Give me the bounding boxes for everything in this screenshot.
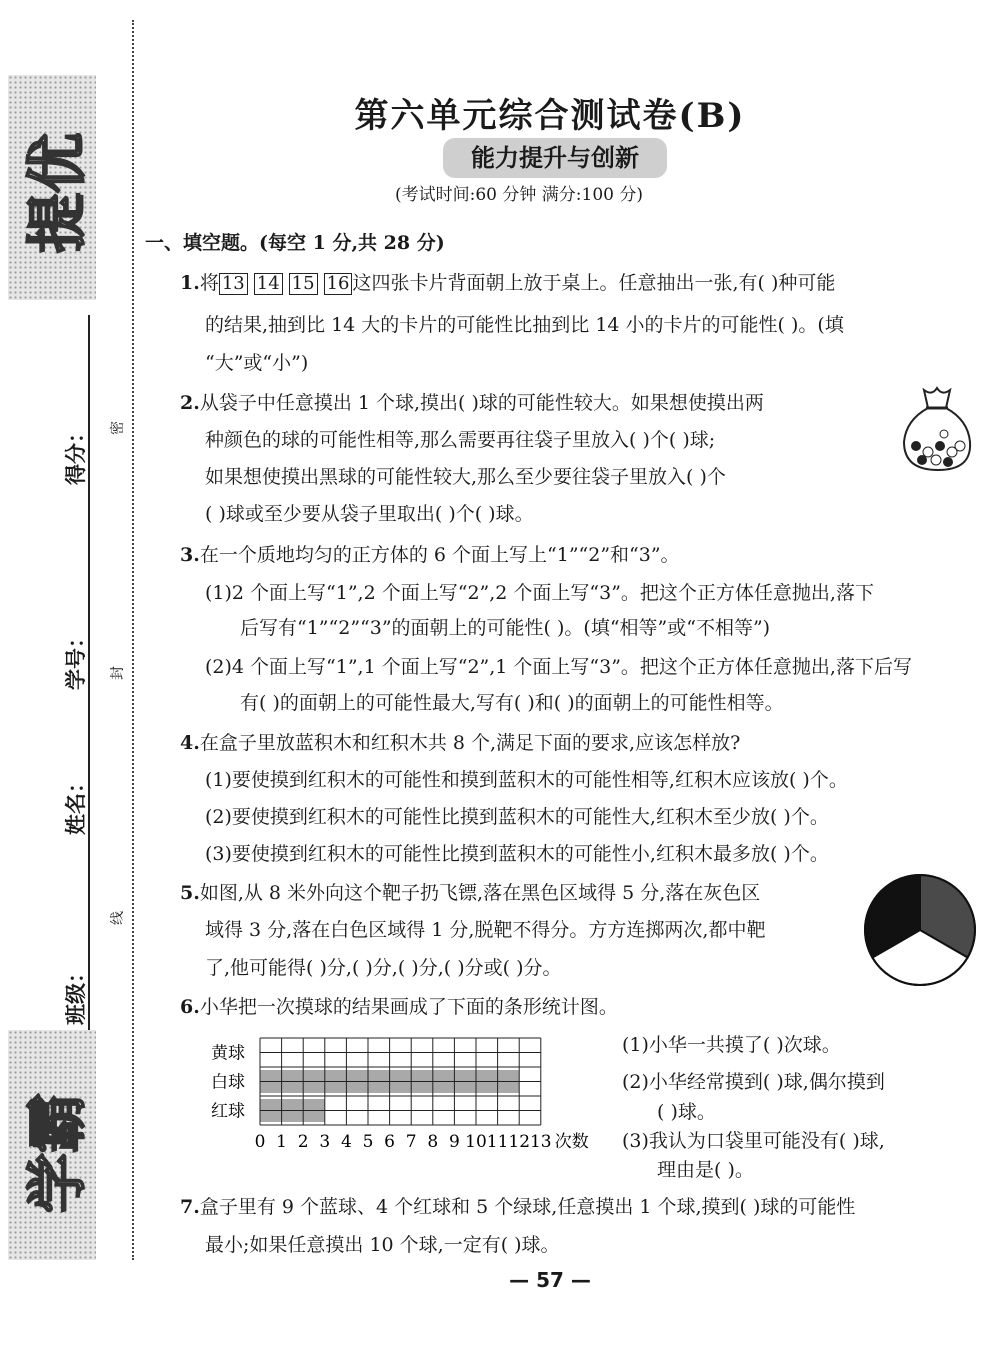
q5-line2: 域得 3 分,落在白色区域得 1 分,脱靶不得分。方方连掷两次,都中靶 [205, 919, 766, 941]
q1-line2: 的结果,抽到比 14 大的卡片的可能性比抽到比 14 小的卡片的可能性( )。(填 [205, 314, 844, 336]
seal-char-mi: 密 [110, 421, 126, 435]
bottom-banner-text: 学霸 [23, 1093, 93, 1213]
section-heading: 一、填空题。(每空 1 分,共 28 分) [145, 232, 445, 254]
q4-line1-text: 在盒子里放蓝积木和红积木共 8 个,满足下面的要求,应该怎样放? [199, 732, 741, 754]
q3-sub2a: (2)4 个面上写“1”,1 个面上写“2”,1 个面上写“3”。把这个正方体任意抛出,落下后写 [205, 656, 912, 678]
q6-line1 [180, 992, 618, 1019]
x-tick-7: 7 [405, 1132, 417, 1152]
score-label: 得分： [64, 422, 88, 485]
q2-line1 [180, 388, 764, 415]
q4-sub3: (3)要使摸到红积木的可能性比摸到蓝积木的可能性小,红积木最多放( )个。 [205, 843, 829, 865]
x-tick-12: 12 [508, 1132, 531, 1152]
q6-number: 6. [180, 996, 200, 1018]
q2-line3: 如果想使摸出黑球的可能性较大,那么至少要往袋子里放入( )个 [205, 466, 726, 488]
q3-line1-text: 在一个质地均匀的正方体的 6 个面上写上“1”“2”和“3”。 [199, 544, 680, 566]
class-label: 班级： [64, 962, 88, 1025]
q5-number: 5. [180, 882, 200, 904]
x-tick-2: 2 [297, 1132, 309, 1152]
q3-number: 3. [180, 544, 200, 566]
page-subtitle: 能力提升与创新 [443, 138, 667, 178]
x-tick-8: 8 [427, 1132, 439, 1152]
card-13: 13 [219, 273, 248, 295]
x-tick-1: 1 [276, 1132, 288, 1152]
bar-chart [205, 1030, 615, 1175]
q5-line1-text: 如图,从 8 米外向这个靶子扔飞镖,落在黑色区域得 5 分,落在灰色区 [199, 882, 761, 904]
seal-char-feng: 封 [110, 666, 126, 680]
q7-line2: 最小;如果任意摸出 10 个球,一定有( )球。 [205, 1234, 560, 1256]
q5-line1 [180, 878, 760, 905]
seal-char-xian: 线 [110, 911, 126, 925]
top-banner-text: 提优 [23, 133, 93, 253]
q3-sub1b: 后写有“1”“2”“3”的面朝上的可能性( )。(填“相等”或“不相等”) [240, 617, 771, 639]
dartboard-target [860, 870, 980, 990]
x-tick-3: 3 [319, 1132, 331, 1152]
x-tick-5: 5 [362, 1132, 374, 1152]
exam-info: (考试时间:60 分钟 满分:100 分) [395, 185, 644, 205]
q3-sub2b: 有( )的面朝上的可能性最大,写有( )和( )的面朝上的可能性相等。 [240, 692, 784, 714]
card-15: 15 [289, 273, 318, 295]
q4-line1 [180, 728, 740, 755]
q6-right2a: (2)小华经常摸到( )球,偶尔摸到 [622, 1071, 885, 1093]
q4-number: 4. [180, 732, 200, 754]
x-tick-9: 9 [448, 1132, 460, 1152]
x-tick-10: 10 [465, 1132, 487, 1152]
q5-line3: 了,他可能得( )分,( )分,( )分,( )分或( )分。 [205, 957, 562, 979]
q6-right3b: 理由是( )。 [657, 1159, 754, 1181]
category-label-0: 黄球 [211, 1043, 245, 1064]
card-16: 16 [324, 273, 353, 295]
x-tick-13: 13 [529, 1132, 552, 1152]
q1-number: 1. [180, 272, 200, 294]
x-tick-4: 4 [340, 1132, 352, 1152]
q2-number: 2. [180, 392, 200, 414]
q6-right3a: (3)我认为口袋里可能没有( )球, [622, 1130, 885, 1152]
category-label-2: 红球 [211, 1101, 245, 1122]
x-tick-0: 0 [254, 1132, 266, 1152]
student-name-label: 姓名： [64, 772, 88, 835]
ball-bag-illustration [898, 380, 978, 475]
q1-pre: 将 [199, 272, 219, 294]
q3-line1 [180, 540, 680, 567]
q1-line1-text: 这四张卡片背面朝上放于桌上。任意抽出一张,有( )种可能 [352, 272, 836, 294]
x-axis-label: 次数 [554, 1132, 589, 1152]
page-number: — 57 — [509, 1268, 591, 1292]
q6-right2b: ( )球。 [657, 1101, 716, 1123]
bottom-banner [8, 1030, 96, 1260]
q6-right1: (1)小华一共摸了( )次球。 [622, 1034, 841, 1056]
q2-line2: 种颜色的球的可能性相等,那么需要再往袋子里放入( )个( )球; [205, 429, 716, 451]
q1-line3: “大”或“小”) [205, 352, 309, 374]
student-id-label: 学号： [64, 627, 88, 690]
page-title: 第六单元综合测试卷(B) [354, 96, 746, 136]
q3-sub1a: (1)2 个面上写“1”,2 个面上写“2”,2 个面上写“3”。把这个正方体任意抛出,落下 [205, 582, 874, 604]
q4-sub2: (2)要使摸到红积木的可能性比摸到蓝积木的可能性大,红积木至少放( )个。 [205, 806, 829, 828]
q4-sub1: (1)要使摸到红积木的可能性和摸到蓝积木的可能性相等,红积木应该放( )个。 [205, 769, 848, 791]
q7-line1-text: 盒子里有 9 个蓝球、4 个红球和 5 个绿球,任意摸出 1 个球,摸到( )球的可能性 [199, 1196, 856, 1218]
q1-line1 [180, 268, 835, 295]
q2-line4: ( )球或至少要从袋子里取出( )个( )球。 [205, 503, 534, 525]
card-14: 14 [254, 273, 283, 295]
x-tick-11: 11 [486, 1132, 509, 1152]
q6-line1-text: 小华把一次摸球的结果画成了下面的条形统计图。 [199, 996, 618, 1018]
q2-line1-text: 从袋子中任意摸出 1 个球,摸出( )球的可能性较大。如果想使摸出两 [199, 392, 764, 414]
category-label-1: 白球 [211, 1072, 245, 1093]
seal-line [132, 20, 134, 1260]
x-tick-6: 6 [384, 1132, 396, 1152]
q7-line1 [180, 1192, 855, 1219]
q7-number: 7. [180, 1196, 200, 1218]
